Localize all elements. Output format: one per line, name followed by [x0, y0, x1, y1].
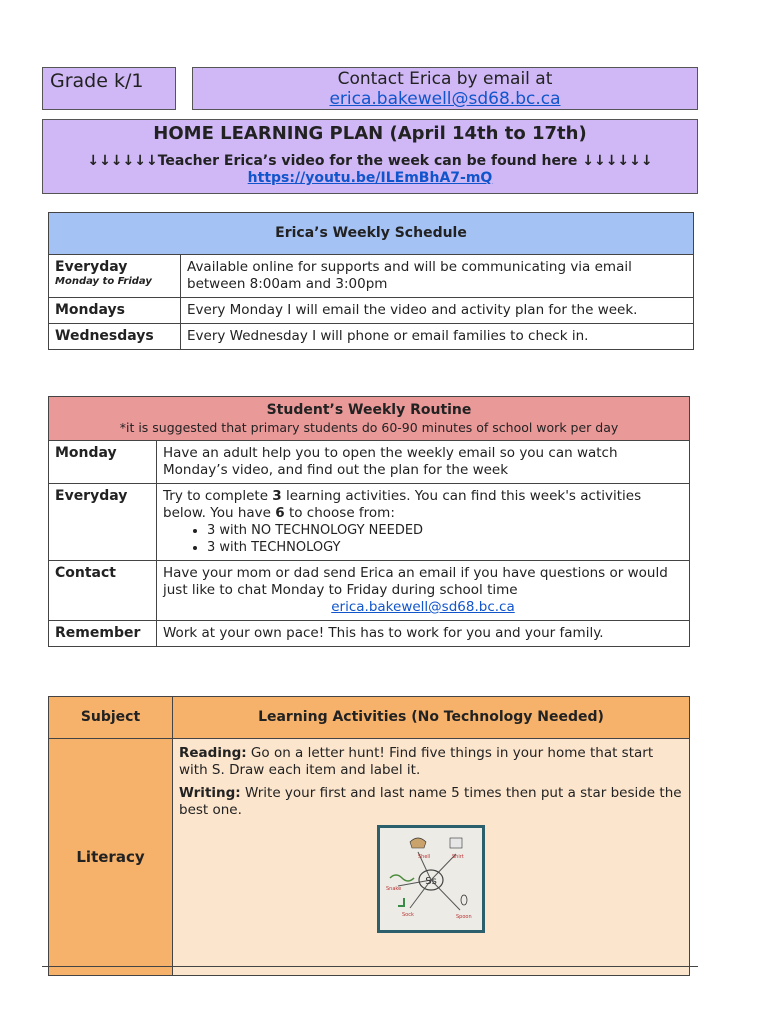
video-notice: ↓↓↓↓↓↓Teacher Erica’s video for the week can be found here ↓↓↓↓↓↓ [87, 153, 653, 169]
contact-email-link[interactable]: erica.bakewell@sd68.bc.ca [329, 89, 561, 109]
routine-label-monday: Monday [49, 441, 157, 484]
table-row [49, 561, 690, 621]
table-row [49, 255, 694, 298]
drawing-word-spoon: Spoon [456, 914, 472, 920]
routine-text-remember: Work at your own pace! This has to work for you and your family. [157, 621, 690, 647]
contact-box [192, 67, 698, 110]
routine-cell-everyday [157, 484, 690, 561]
page-divider [42, 966, 698, 967]
letter-hunt-drawing [380, 828, 482, 930]
drawing-word-sock: Sock [402, 912, 414, 918]
learning-activities-table [48, 696, 690, 976]
choice-count: 6 [275, 505, 285, 521]
drawing-word-shirt: Shirt [452, 854, 464, 860]
routine-email-link[interactable]: erica.bakewell@sd68.bc.ca [331, 599, 515, 615]
routine-label-remember: Remember [49, 621, 157, 647]
drawing-word-snake: Snake [386, 886, 402, 892]
schedule-text-everyday: Available online for supports and will be communicating via email between 8:00am and 3:00pm [181, 255, 694, 298]
drawing-word-shell: Shell [418, 854, 431, 860]
weekly-schedule-table [48, 212, 694, 350]
table-row [49, 621, 690, 647]
weekly-routine-table [48, 396, 690, 647]
reading-label: Reading: [179, 745, 247, 761]
writing-activity [179, 785, 683, 819]
schedule-title: Erica’s Weekly Schedule [49, 213, 694, 255]
routine-text-part: learning activities. You can find this week's activities below. You have [163, 488, 642, 521]
routine-text-part: to choose from: [284, 505, 395, 521]
reading-text: Go on a letter hunt! Find five things in your home that start with S. Draw each item and label it. [179, 745, 654, 778]
routine-title: Student’s Weekly Routine [266, 402, 472, 418]
plan-title: HOME LEARNING PLAN (April 14th to 17th) [153, 123, 587, 144]
table-row [49, 739, 690, 976]
table-row [49, 298, 694, 324]
writing-label: Writing: [179, 785, 241, 801]
routine-header [49, 397, 690, 441]
subject-literacy: Literacy [49, 739, 173, 976]
literacy-activities [173, 739, 690, 976]
row-label [49, 255, 181, 298]
contact-text: Contact Erica by email at [337, 69, 553, 89]
schedule-text-wednesdays: Every Wednesday I will phone or email families to check in. [181, 324, 694, 350]
routine-note: *it is suggested that primary students do 60-90 minutes of school work per day [119, 420, 619, 435]
schedule-sublabel: Monday to Friday [55, 276, 152, 287]
routine-text-monday: Have an adult help you to open the weekly email so you can watch Monday’s video, and find out the plan for the week [157, 441, 690, 484]
schedule-label-mondays: Mondays [49, 298, 181, 324]
activity-count: 3 [272, 488, 282, 504]
routine-label-contact: Contact [49, 561, 157, 621]
schedule-label-wednesdays: Wednesdays [49, 324, 181, 350]
list-item: • 3 with NO TECHNOLOGY NEEDED [207, 522, 683, 539]
table-row [49, 484, 690, 561]
activity-type-list [163, 522, 683, 556]
schedule-label-everyday: Everyday [55, 259, 128, 275]
video-link[interactable]: https://youtu.be/ILEmBhA7-mQ [247, 170, 493, 186]
routine-cell-contact [157, 561, 690, 621]
schedule-text-mondays: Every Monday I will email the video and activity plan for the week. [181, 298, 694, 324]
routine-text-part: Try to complete [163, 488, 273, 504]
learning-plan-banner [42, 119, 698, 194]
column-header-subject: Subject [49, 697, 173, 739]
list-item: • 3 with TECHNOLOGY [207, 539, 683, 556]
grade-label: Grade k/1 [42, 67, 176, 110]
reading-activity [179, 745, 683, 779]
drawing-center-letter: Ss [425, 876, 437, 887]
routine-label-everyday: Everyday [49, 484, 157, 561]
writing-text: Write your first and last name 5 times then put a star beside the best one. [179, 785, 682, 818]
letter-hunt-photo [377, 825, 485, 933]
column-header-activities: Learning Activities (No Technology Needed) [173, 697, 690, 739]
table-row [49, 324, 694, 350]
table-row [49, 441, 690, 484]
routine-text-contact: Have your mom or dad send Erica an email if you have questions or would just like to chat Monday to Friday during school time [163, 565, 668, 598]
